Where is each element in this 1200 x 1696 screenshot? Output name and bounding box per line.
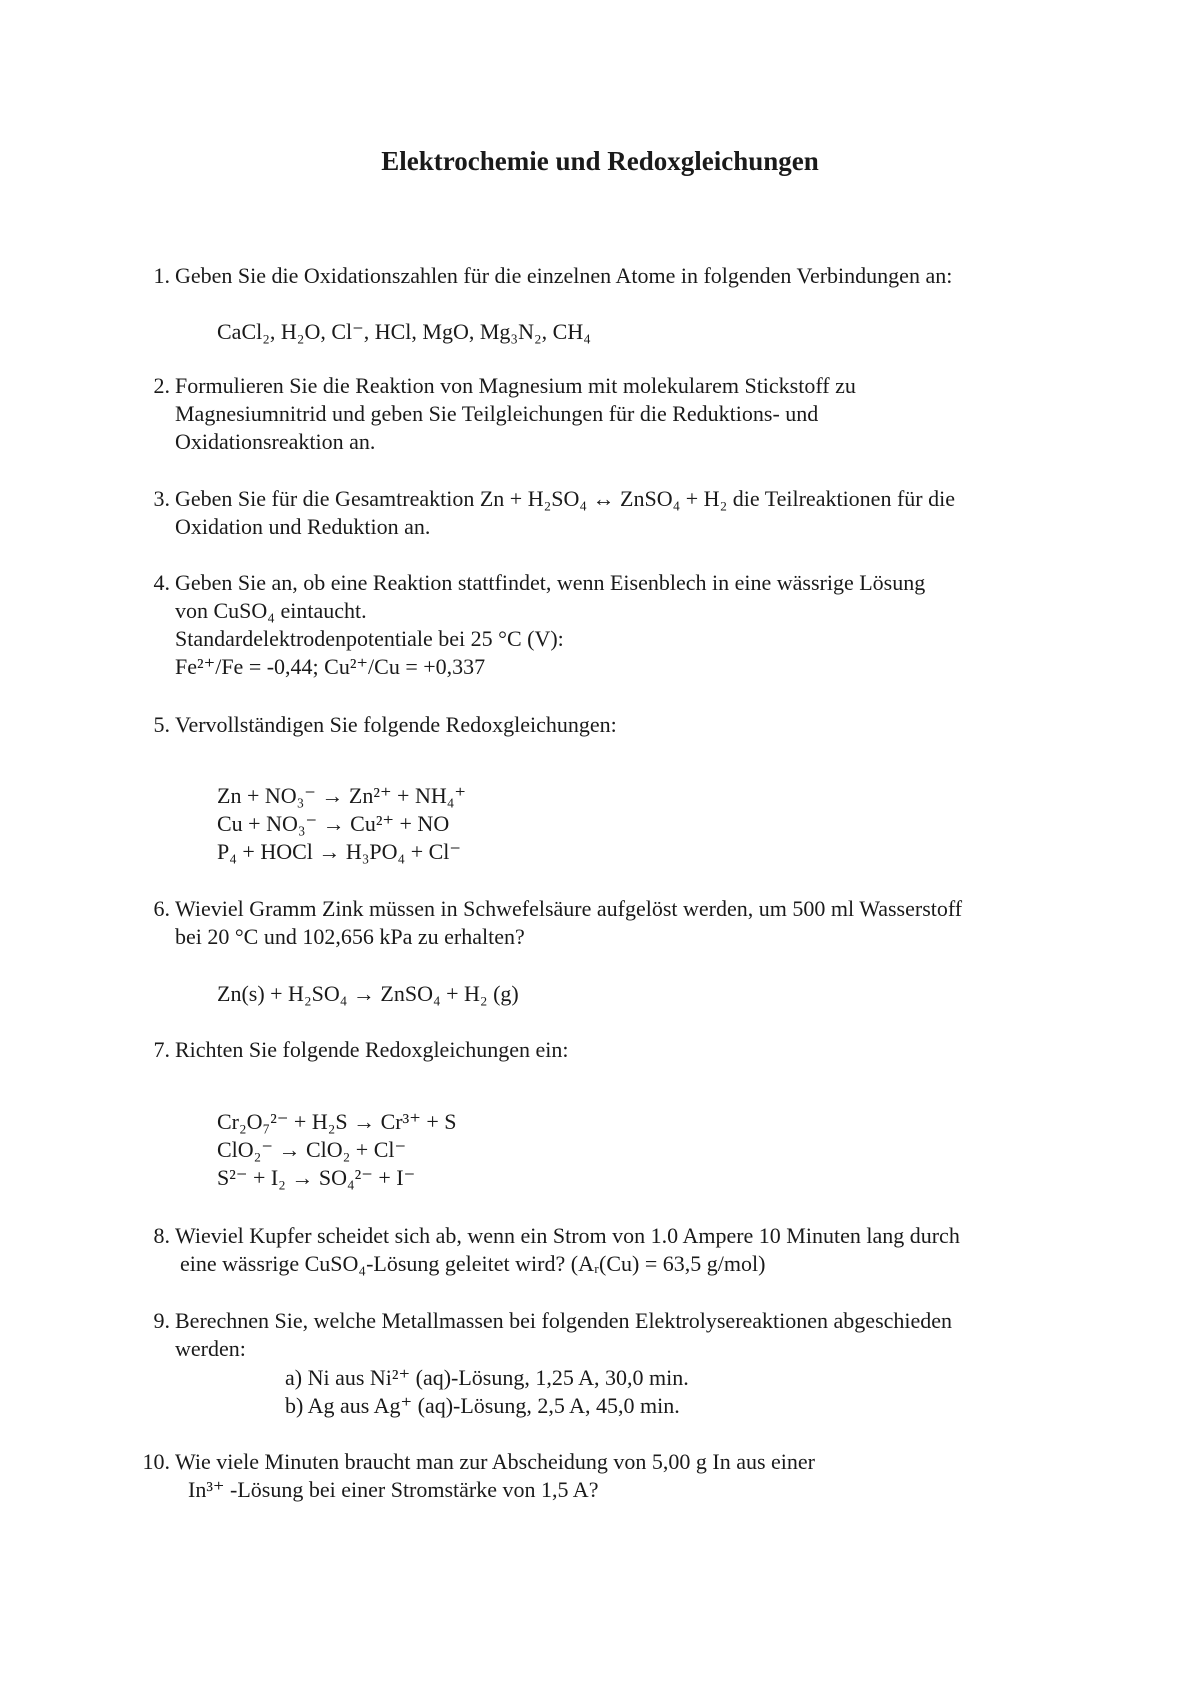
redox-equation-2: ClO₂⁻ → ClO₂ + Cl⁻ <box>217 1137 407 1162</box>
question-5 <box>140 711 1080 739</box>
question-text-line-2: werden: <box>175 1336 246 1361</box>
question-number: 10. <box>142 1449 170 1474</box>
question-text-line-1: Wieviel Kupfer scheidet sich ab, wenn ein Strom von 1.0 Ampere 10 Minuten lang durch <box>175 1223 960 1248</box>
question-text-line-1: Wieviel Gramm Zink müssen in Schwefelsäure aufgelöst werden, um 500 ml Wasserstoff <box>175 896 963 921</box>
redox-equation-2: Cu + NO₃⁻ → Cu²⁺ + NO <box>217 811 450 836</box>
question-6 <box>140 895 1080 951</box>
question-text: Richten Sie folgende Redoxgleichungen ein: <box>175 1037 569 1062</box>
question-text-line-1: Wie viele Minuten braucht man zur Abscheidung von 5,00 g In aus einer <box>175 1449 815 1474</box>
question-number: 1. <box>153 263 170 288</box>
question-4 <box>140 569 1080 681</box>
question-number: 9. <box>153 1308 170 1333</box>
page-title: Elektrochemie und Redoxgleichungen <box>381 146 819 176</box>
question-text-line-2: bei 20 °C und 102,656 kPa zu erhalten? <box>175 924 525 949</box>
question-10 <box>140 1448 1080 1504</box>
question-text-line-1: Berechnen Sie, welche Metallmassen bei folgenden Elektrolysereaktionen abgeschieden <box>175 1308 953 1333</box>
question-3 <box>140 485 1080 541</box>
compound-list: CaCl₂, H₂O, Cl⁻, HCl, MgO, Mg₃N₂, CH₄ <box>217 319 591 344</box>
question-number: 4. <box>153 570 170 595</box>
question-8 <box>140 1222 1080 1278</box>
question-1 <box>140 262 1080 290</box>
reaction-equation: Zn(s) + H₂SO₄ → ZnSO₄ + H₂ (g) <box>217 981 519 1006</box>
question-text-line-2: Oxidation und Reduktion an. <box>175 514 431 539</box>
question-text-line-2: eine wässrige CuSO₄-Lösung geleitet wird? (Aᵣ(Cu) = 63,5 g/mol) <box>180 1251 766 1276</box>
electrolysis-task-b: b) Ag aus Ag⁺ (aq)-Lösung, 2,5 A, 45,0 min. <box>285 1393 680 1418</box>
question-number: 8. <box>153 1223 170 1248</box>
electrolysis-task-a: a) Ni aus Ni²⁺ (aq)-Lösung, 1,25 A, 30,0 min. <box>285 1365 689 1390</box>
question-number: 6. <box>153 896 170 921</box>
question-text-line-1: Geben Sie an, ob eine Reaktion stattfindet, wenn Eisenblech in eine wässrige Lösung <box>175 570 926 595</box>
question-text: Vervollständigen Sie folgende Redoxgleichungen: <box>175 712 617 737</box>
question-text-line-3: Standardelektrodenpotentiale bei 25 °C (V): <box>175 626 564 651</box>
question-text-line-2: von CuSO₄ eintaucht. <box>175 598 367 623</box>
question-text-line-1: Geben Sie für die Gesamtreaktion Zn + H₂SO₄ ↔ ZnSO₄ + H₂ die Teilreaktionen für die <box>175 486 955 511</box>
redox-equation-3: P₄ + HOCl → H₃PO₄ + Cl⁻ <box>217 839 462 864</box>
question-number: 3. <box>153 486 170 511</box>
question-text-line-2: Magnesiumnitrid und geben Sie Teilgleichungen für die Reduktions- und <box>175 401 819 426</box>
question-number: 2. <box>153 373 170 398</box>
electrode-potentials: Fe²⁺/Fe = -0,44; Cu²⁺/Cu = +0,337 <box>175 654 486 679</box>
question-text-line-3: Oxidationsreaktion an. <box>175 429 376 454</box>
question-7 <box>140 1036 1080 1064</box>
question-2 <box>140 372 1080 456</box>
question-text-line-2: In³⁺ -Lösung bei einer Stromstärke von 1,5 A? <box>188 1477 599 1502</box>
question-text: Geben Sie die Oxidationszahlen für die einzelnen Atome in folgenden Verbindungen an: <box>175 263 953 288</box>
question-number: 5. <box>153 712 170 737</box>
question-9 <box>140 1307 1080 1363</box>
question-text-line-1: Formulieren Sie die Reaktion von Magnesium mit molekularem Stickstoff zu <box>175 373 856 398</box>
question-number: 7. <box>153 1037 170 1062</box>
redox-equation-1: Cr₂O₇²⁻ + H₂S → Cr³⁺ + S <box>217 1109 457 1134</box>
redox-equation-1: Zn + NO₃⁻ → Zn²⁺ + NH₄⁺ <box>217 783 467 808</box>
redox-equation-3: S²⁻ + I₂ → SO₄²⁻ + I⁻ <box>217 1165 416 1190</box>
